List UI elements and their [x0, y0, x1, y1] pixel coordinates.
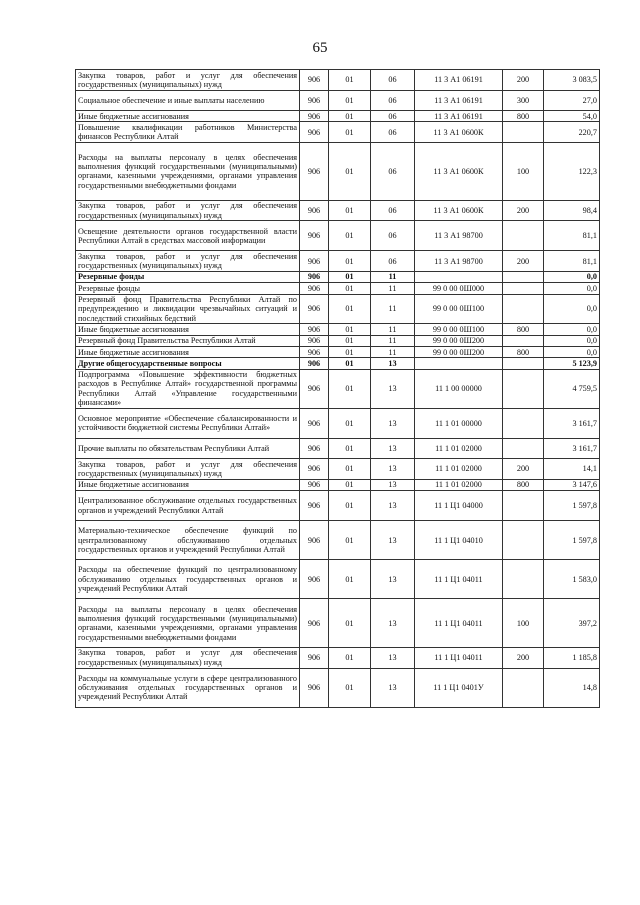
row-name-cell: Централизованное обслуживание отдельных государственных органов и учреждений Республики Алтай — [76, 491, 300, 521]
ministry-code-cell: 906 — [300, 521, 329, 560]
table-row — [76, 335, 600, 346]
ministry-code-cell: 906 — [300, 408, 329, 438]
expense-type-cell: 300 — [503, 90, 544, 111]
subsection-code-cell: 13 — [371, 599, 415, 648]
subsection-code-cell: 06 — [371, 143, 415, 201]
target-article-cell: 99 0 00 0Ш200 — [415, 347, 503, 358]
expense-type-cell — [503, 294, 544, 324]
amount-cell: 1 583,0 — [544, 560, 600, 599]
row-name-cell: Резервные фонды — [76, 271, 300, 282]
expense-type-cell: 200 — [503, 251, 544, 272]
amount-cell: 27,0 — [544, 90, 600, 111]
ministry-code-cell: 906 — [300, 90, 329, 111]
row-name-cell: Материально-техническое обеспечение функций по централизованному обслуживанию отдельных государственных органов и учреждений Республики Алтай — [76, 521, 300, 560]
subsection-code-cell: 06 — [371, 251, 415, 272]
table-row — [76, 479, 600, 490]
amount-cell: 3 083,5 — [544, 70, 600, 91]
amount-cell: 5 123,9 — [544, 358, 600, 369]
target-article-cell: 11 3 А1 98700 — [415, 221, 503, 251]
row-name-cell: Повышение квалификации работников Министерства финансов Республики Алтай — [76, 122, 300, 143]
ministry-code-cell: 906 — [300, 599, 329, 648]
amount-cell: 0,0 — [544, 294, 600, 324]
expense-type-cell: 800 — [503, 479, 544, 490]
target-article-cell: 11 1 01 02000 — [415, 459, 503, 480]
expense-type-cell — [503, 408, 544, 438]
table-row — [76, 369, 600, 408]
target-article-cell: 99 0 00 0Ш200 — [415, 335, 503, 346]
target-article-cell: 11 1 Ц1 0401У — [415, 668, 503, 707]
table-row — [76, 358, 600, 369]
target-article-cell: 11 1 Ц1 04010 — [415, 521, 503, 560]
row-name-cell: Другие общегосударственные вопросы — [76, 358, 300, 369]
table-row — [76, 668, 600, 707]
section-code-cell: 01 — [329, 459, 371, 480]
ministry-code-cell: 906 — [300, 491, 329, 521]
table-row — [76, 283, 600, 294]
section-code-cell: 01 — [329, 479, 371, 490]
target-article-cell: 11 1 01 02000 — [415, 438, 503, 459]
amount-cell: 0,0 — [544, 347, 600, 358]
expense-type-cell: 800 — [503, 324, 544, 335]
amount-cell: 0,0 — [544, 324, 600, 335]
subsection-code-cell: 06 — [371, 111, 415, 122]
expense-type-cell — [503, 369, 544, 408]
row-name-cell: Резервный фонд Правительства Республики Алтай — [76, 335, 300, 346]
section-code-cell: 01 — [329, 143, 371, 201]
expense-type-cell — [503, 122, 544, 143]
row-name-cell: Закупка товаров, работ и услуг для обеспечения государственных (муниципальных) нужд — [76, 459, 300, 480]
subsection-code-cell: 13 — [371, 408, 415, 438]
amount-cell: 81,1 — [544, 221, 600, 251]
table-row — [76, 251, 600, 272]
subsection-code-cell: 06 — [371, 221, 415, 251]
row-name-cell: Иные бюджетные ассигнования — [76, 347, 300, 358]
row-name-cell: Иные бюджетные ассигнования — [76, 324, 300, 335]
expense-type-cell: 200 — [503, 459, 544, 480]
table-row — [76, 111, 600, 122]
table-row — [76, 347, 600, 358]
section-code-cell: 01 — [329, 122, 371, 143]
section-code-cell: 01 — [329, 647, 371, 668]
target-article-cell: 11 3 А1 06191 — [415, 70, 503, 91]
subsection-code-cell: 06 — [371, 90, 415, 111]
subsection-code-cell: 11 — [371, 335, 415, 346]
amount-cell: 1 185,8 — [544, 647, 600, 668]
target-article-cell: 99 0 00 0Ш100 — [415, 324, 503, 335]
target-article-cell: 11 3 А1 06191 — [415, 90, 503, 111]
ministry-code-cell: 906 — [300, 294, 329, 324]
ministry-code-cell: 906 — [300, 347, 329, 358]
amount-cell: 3 161,7 — [544, 408, 600, 438]
subsection-code-cell: 06 — [371, 70, 415, 91]
subsection-code-cell: 06 — [371, 122, 415, 143]
subsection-code-cell: 13 — [371, 459, 415, 480]
table-row — [76, 122, 600, 143]
table-row — [76, 599, 600, 648]
table-row — [76, 560, 600, 599]
subsection-code-cell: 13 — [371, 521, 415, 560]
section-code-cell: 01 — [329, 668, 371, 707]
expense-type-cell — [503, 521, 544, 560]
target-article-cell — [415, 358, 503, 369]
section-code-cell: 01 — [329, 369, 371, 408]
ministry-code-cell: 906 — [300, 438, 329, 459]
row-name-cell: Расходы на выплаты персоналу в целях обеспечения выполнения функций государственными (муниципальными) органами, казенными учреждениями, органами управления государственными внебюджетными фондами — [76, 143, 300, 201]
target-article-cell: 11 3 А1 06191 — [415, 111, 503, 122]
section-code-cell: 01 — [329, 438, 371, 459]
table-row — [76, 438, 600, 459]
subsection-code-cell: 13 — [371, 491, 415, 521]
section-code-cell: 01 — [329, 491, 371, 521]
target-article-cell: 11 1 Ц1 04011 — [415, 599, 503, 648]
section-code-cell: 01 — [329, 200, 371, 221]
ministry-code-cell: 906 — [300, 122, 329, 143]
expense-type-cell — [503, 668, 544, 707]
table-row — [76, 221, 600, 251]
row-name-cell: Освещение деятельности органов государственной власти Республики Алтай в средствах массовой информации — [76, 221, 300, 251]
amount-cell: 397,2 — [544, 599, 600, 648]
row-name-cell: Закупка товаров, работ и услуг для обеспечения государственных (муниципальных) нужд — [76, 647, 300, 668]
row-name-cell: Закупка товаров, работ и услуг для обеспечения государственных (муниципальных) нужд — [76, 70, 300, 91]
section-code-cell: 01 — [329, 560, 371, 599]
expense-type-cell — [503, 491, 544, 521]
ministry-code-cell: 906 — [300, 251, 329, 272]
amount-cell: 3 147,6 — [544, 479, 600, 490]
section-code-cell: 01 — [329, 111, 371, 122]
budget-table — [75, 69, 600, 708]
amount-cell: 1 597,8 — [544, 521, 600, 560]
section-code-cell: 01 — [329, 90, 371, 111]
target-article-cell: 11 1 00 00000 — [415, 369, 503, 408]
table-row — [76, 647, 600, 668]
subsection-code-cell: 11 — [371, 347, 415, 358]
section-code-cell: 01 — [329, 347, 371, 358]
table-row — [76, 271, 600, 282]
expense-type-cell: 800 — [503, 111, 544, 122]
ministry-code-cell: 906 — [300, 324, 329, 335]
ministry-code-cell: 906 — [300, 283, 329, 294]
amount-cell: 3 161,7 — [544, 438, 600, 459]
row-name-cell: Прочие выплаты по обязательствам Республики Алтай — [76, 438, 300, 459]
ministry-code-cell: 906 — [300, 335, 329, 346]
target-article-cell: 11 3 А1 0600К — [415, 122, 503, 143]
section-code-cell: 01 — [329, 599, 371, 648]
subsection-code-cell: 11 — [371, 271, 415, 282]
subsection-code-cell: 13 — [371, 438, 415, 459]
ministry-code-cell: 906 — [300, 221, 329, 251]
table-row — [76, 408, 600, 438]
target-article-cell: 11 1 01 02000 — [415, 479, 503, 490]
amount-cell: 0,0 — [544, 271, 600, 282]
row-name-cell: Расходы на выплаты персоналу в целях обеспечения выполнения функций государственными (муниципальными) органами, казенными учреждениями, органами управления государственными внебюджетными фондами — [76, 599, 300, 648]
table-row — [76, 521, 600, 560]
row-name-cell: Подпрограмма «Повышение эффективности бюджетных расходов в Республике Алтай» государственной программы Республики Алтай «Управление государственными финансами» — [76, 369, 300, 408]
section-code-cell: 01 — [329, 521, 371, 560]
row-name-cell: Основное мероприятие «Обеспечение сбалансированности и устойчивости бюджетной системы Республики Алтай» — [76, 408, 300, 438]
ministry-code-cell: 906 — [300, 70, 329, 91]
expense-type-cell — [503, 271, 544, 282]
amount-cell: 14,8 — [544, 668, 600, 707]
target-article-cell: 11 3 А1 0600К — [415, 143, 503, 201]
ministry-code-cell: 906 — [300, 358, 329, 369]
amount-cell: 122,3 — [544, 143, 600, 201]
amount-cell: 0,0 — [544, 283, 600, 294]
table-row — [76, 324, 600, 335]
expense-type-cell — [503, 438, 544, 459]
row-name-cell: Закупка товаров, работ и услуг для обеспечения государственных (муниципальных) нужд — [76, 200, 300, 221]
section-code-cell: 01 — [329, 221, 371, 251]
table-row — [76, 294, 600, 324]
subsection-code-cell: 06 — [371, 200, 415, 221]
subsection-code-cell: 11 — [371, 294, 415, 324]
ministry-code-cell: 906 — [300, 200, 329, 221]
amount-cell: 54,0 — [544, 111, 600, 122]
target-article-cell: 11 1 Ц1 04011 — [415, 560, 503, 599]
row-name-cell: Резервные фонды — [76, 283, 300, 294]
target-article-cell: 99 0 00 0Ш000 — [415, 283, 503, 294]
row-name-cell: Резервный фонд Правительства Республики Алтай по предупреждению и ликвидации чрезвычайных ситуаций и последствий стихийных бедствий — [76, 294, 300, 324]
section-code-cell: 01 — [329, 294, 371, 324]
ministry-code-cell: 906 — [300, 111, 329, 122]
ministry-code-cell: 906 — [300, 560, 329, 599]
subsection-code-cell: 11 — [371, 283, 415, 294]
expense-type-cell: 200 — [503, 200, 544, 221]
ministry-code-cell: 906 — [300, 369, 329, 408]
amount-cell: 1 597,8 — [544, 491, 600, 521]
subsection-code-cell: 13 — [371, 647, 415, 668]
expense-type-cell: 100 — [503, 143, 544, 201]
amount-cell: 14,1 — [544, 459, 600, 480]
subsection-code-cell: 13 — [371, 560, 415, 599]
ministry-code-cell: 906 — [300, 668, 329, 707]
row-name-cell: Социальное обеспечение и иные выплаты населению — [76, 90, 300, 111]
target-article-cell: 11 1 Ц1 04000 — [415, 491, 503, 521]
row-name-cell: Расходы на обеспечение функций по централизованному обслуживанию отдельных государственных органов и учреждений Республики Алтай — [76, 560, 300, 599]
ministry-code-cell: 906 — [300, 647, 329, 668]
expense-type-cell — [503, 283, 544, 294]
subsection-code-cell: 13 — [371, 479, 415, 490]
ministry-code-cell: 906 — [300, 143, 329, 201]
amount-cell: 4 759,5 — [544, 369, 600, 408]
amount-cell: 81,1 — [544, 251, 600, 272]
table-row — [76, 143, 600, 201]
subsection-code-cell: 13 — [371, 369, 415, 408]
section-code-cell: 01 — [329, 324, 371, 335]
target-article-cell — [415, 271, 503, 282]
table-row — [76, 70, 600, 91]
table-row — [76, 200, 600, 221]
target-article-cell: 11 3 А1 98700 — [415, 251, 503, 272]
subsection-code-cell: 13 — [371, 358, 415, 369]
expense-type-cell: 200 — [503, 647, 544, 668]
section-code-cell: 01 — [329, 251, 371, 272]
table-row — [76, 491, 600, 521]
row-name-cell: Закупка товаров, работ и услуг для обеспечения государственных (муниципальных) нужд — [76, 251, 300, 272]
target-article-cell: 11 1 01 00000 — [415, 408, 503, 438]
budget-table-body — [76, 70, 600, 708]
amount-cell: 0,0 — [544, 335, 600, 346]
section-code-cell: 01 — [329, 283, 371, 294]
row-name-cell: Иные бюджетные ассигнования — [76, 111, 300, 122]
expense-type-cell — [503, 221, 544, 251]
expense-type-cell: 100 — [503, 599, 544, 648]
expense-type-cell: 200 — [503, 70, 544, 91]
section-code-cell: 01 — [329, 70, 371, 91]
section-code-cell: 01 — [329, 358, 371, 369]
target-article-cell: 11 1 Ц1 04011 — [415, 647, 503, 668]
table-row — [76, 90, 600, 111]
row-name-cell: Расходы на коммунальные услуги в сфере централизованного обслуживания отдельных государственных органов и учреждений Республики Алтай — [76, 668, 300, 707]
ministry-code-cell: 906 — [300, 271, 329, 282]
ministry-code-cell: 906 — [300, 479, 329, 490]
expense-type-cell — [503, 358, 544, 369]
target-article-cell: 11 3 А1 0600К — [415, 200, 503, 221]
target-article-cell: 99 0 00 0Ш100 — [415, 294, 503, 324]
page-number: 65 — [312, 40, 328, 56]
expense-type-cell — [503, 560, 544, 599]
row-name-cell: Иные бюджетные ассигнования — [76, 479, 300, 490]
expense-type-cell: 800 — [503, 347, 544, 358]
expense-type-cell — [503, 335, 544, 346]
subsection-code-cell: 11 — [371, 324, 415, 335]
subsection-code-cell: 13 — [371, 668, 415, 707]
table-row — [76, 459, 600, 480]
ministry-code-cell: 906 — [300, 459, 329, 480]
section-code-cell: 01 — [329, 408, 371, 438]
amount-cell: 220,7 — [544, 122, 600, 143]
section-code-cell: 01 — [329, 271, 371, 282]
section-code-cell: 01 — [329, 335, 371, 346]
amount-cell: 98,4 — [544, 200, 600, 221]
